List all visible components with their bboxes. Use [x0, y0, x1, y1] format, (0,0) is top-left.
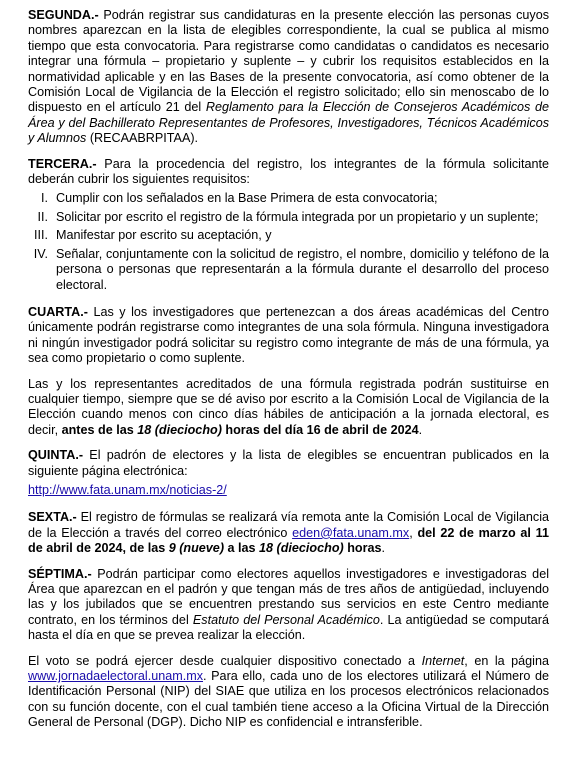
- cuarta-paragraph: CUARTA.- Las y los investigadores que pertenezcan a dos áreas académicas del Centro únicamente podrán registrarse como integrantes de una sola fórmula. Ninguna investigadora ni ningún investigador podrá solicitar su registro como integrante de más de una fórmula, ya sea como propietario o como suplente.: [28, 304, 549, 366]
- cuarta-substitution-paragraph: Las y los representantes acreditados de una fórmula registrada podrán sustituirse en cualquier tiempo, siempre que se dé aviso por escrito a la Comisión Local de Vigilancia de la Elección cuando menos con cinco días hábiles de anticipación a la jornada electoral, es decir, antes de las 18 (dieciocho) horas del día 16 de abril de 2024.: [28, 376, 549, 437]
- sexta-label: SEXTA.-: [28, 510, 77, 525]
- list-item: IV. Señalar, conjuntamente con la solicitud de registro, el nombre, domicilio y teléfono de la persona o personas que representarán a la fórmula durante el desarrollo del proceso electoral.: [33, 246, 549, 292]
- quinta-label: QUINTA.-: [28, 448, 84, 463]
- segunda-label: SEGUNDA.-: [28, 8, 99, 22]
- tercera-paragraph: TERCERA.- Para la procedencia del registro, los integrantes de la fórmula solicitante deberán cubrir los siguientes requisitos:: [28, 156, 549, 187]
- septima-label: SÉPTIMA.-: [28, 566, 92, 581]
- document-page: [28, 8, 549, 741]
- cuarta-label: CUARTA.-: [28, 304, 88, 319]
- email-link[interactable]: eden@fata.unam.mx: [292, 525, 410, 540]
- segunda-paragraph: SEGUNDA.- Podrán registrar sus candidaturas en la presente elección las personas cuyos nombres aparezcan en la lista de elegibles correspondiente, la cual se publica al mismo tiempo que esta convocatoria. Para registrarse como candidatas o candidatos es necesario integrar una fórmula – propietario y suplente – y cubrir los requisitos establecidos en la normatividad aplicable y en las Bases de la presente convocatoria, así como obtener de la Comisión Local de Vigilancia de la Elección el registro solicitado; ello sin menoscabo de lo dispuesto en el artículo 21 del Reglamento para la Elección de Consejeros Académicos de Área y del Bachillerato Representantes de Profesores, Investigadores, Técnicos Académicos y Alumnos (RECAABRPITAA).: [28, 8, 550, 146]
- requirements-list: [28, 191, 549, 292]
- voting-paragraph: El voto se podrá ejercer desde cualquier dispositivo conectado a Internet, en la página www.jornadaelectoral.unam.mx. Para ello, cada uno de los electores utilizará el Número de Identificación Personal (NIP) del SIAE que utiliza en los procesos electrónicos relacionados con su función docente, con el cual también tiene acceso a la Oficina Virtual de la Dirección General de Personal (DGP). Dicho NIP es confidencial e intransferible.: [28, 653, 549, 730]
- jornada-electoral-link[interactable]: www.jornadaelectoral.unam.mx: [28, 669, 203, 684]
- sexta-paragraph: SEXTA.- El registro de fórmulas se realizará vía remota ante la Comisión Local de Vigilancia de la Elección a través del correo electrónico eden@fata.unam.mx, del 22 de marzo al 11 de abril de 2024, de las 9 (nueve) a las 18 (dieciocho) horas.: [28, 510, 549, 556]
- list-item: II. Solicitar por escrito el registro de la fórmula integrada por un propietario y un suplente;: [37, 209, 539, 224]
- reglamento-title: Reglamento para la Elección de Consejeros Académicos de Área y del Bachillerato Representantes de Profesores, Investigadores, Técnicos Académicos y Alumnos: [28, 100, 550, 146]
- quinta-paragraph: QUINTA.- El padrón de electores y la lista de elegibles se encuentran publicados en la siguiente página electrónica:: [28, 448, 549, 478]
- list-item: I. Cumplir con los señalados en la Base Primera de esta convocatoria;: [41, 191, 438, 206]
- estatuto-title: Estatuto del Personal Académico: [192, 612, 380, 627]
- list-item: III. Manifestar por escrito su aceptación, y: [34, 228, 272, 243]
- septima-paragraph: SÉPTIMA.- Podrán participar como electores aquellos investigadores e investigadoras del Área que aparezcan en el padrón y que tengan más de tres años de antigüedad, incluyendo las y los jubilados que se encuentren prestando sus servicios en este Centro mediante contrato, en los términos del Estatuto del Personal Académico. La antigüedad se computará hasta el día en que se prevea realizar la elección.: [28, 566, 549, 643]
- padron-link[interactable]: http://www.fata.unam.mx/noticias-2/: [28, 482, 227, 497]
- tercera-label: TERCERA.-: [28, 156, 97, 171]
